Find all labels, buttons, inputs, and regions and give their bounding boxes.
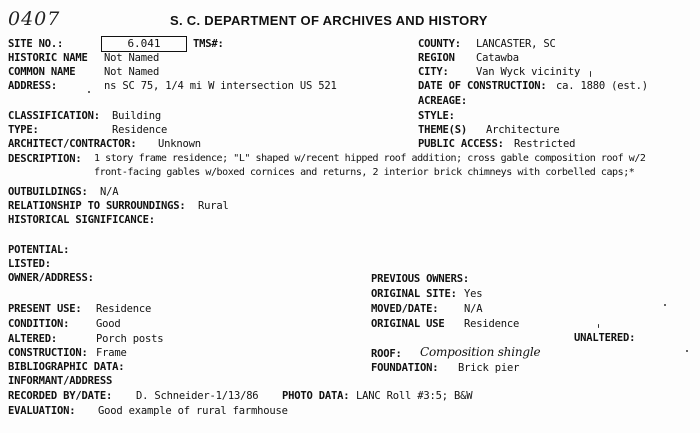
recorded-by-value: D. Schneider-1/13/86 bbox=[136, 390, 259, 402]
moved-date-value: N/A bbox=[464, 303, 483, 315]
informant-address-label: INFORMANT/ADDRESS bbox=[8, 375, 113, 387]
relationship-label: RELATIONSHIP TO SURROUNDINGS: bbox=[8, 200, 186, 212]
unaltered-label: UNALTERED: bbox=[574, 332, 636, 344]
handwritten-card-number: 0407 bbox=[8, 8, 61, 30]
present-use-label: PRESENT USE: bbox=[8, 303, 82, 315]
owner-address-label: OWNER/ADDRESS: bbox=[8, 272, 94, 284]
evaluation-label: EVALUATION: bbox=[8, 405, 76, 417]
scan-speck bbox=[664, 304, 666, 306]
recorded-by-label: RECORDED BY/DATE: bbox=[8, 390, 113, 402]
themes-value: Architecture bbox=[486, 124, 560, 136]
construction-value: Frame bbox=[96, 347, 127, 359]
photo-data-value: LANC Roll #3:5; B&W bbox=[356, 390, 473, 402]
original-site-value: Yes bbox=[464, 288, 483, 300]
address-label: ADDRESS: bbox=[8, 80, 57, 92]
description-line-1: 1 story frame residence; "L" shaped w/recent hipped roof addition; cross gable composition roof w/2 bbox=[94, 153, 646, 164]
present-use-value: Residence bbox=[96, 303, 152, 315]
listed-label: LISTED: bbox=[8, 258, 51, 270]
historic-name-value: Not Named bbox=[104, 52, 160, 64]
roof-label: ROOF: bbox=[371, 348, 402, 360]
original-site-label: ORIGINAL SITE: bbox=[371, 288, 457, 300]
public-access-value: Restricted bbox=[514, 138, 576, 150]
county-label: COUNTY: bbox=[418, 38, 461, 50]
region-value: Catawba bbox=[476, 52, 519, 64]
outbuildings-value: N/A bbox=[100, 186, 119, 198]
address-value: ns SC 75, 1/4 mi W intersection US 521 bbox=[104, 80, 337, 92]
description-label: DESCRIPTION: bbox=[8, 153, 82, 165]
relationship-value: Rural bbox=[198, 200, 229, 212]
condition-value: Good bbox=[96, 318, 121, 330]
city-value: Van Wyck vicinity bbox=[476, 66, 581, 78]
county-value: LANCASTER, SC bbox=[476, 38, 556, 50]
region-label: REGION bbox=[418, 52, 455, 64]
evaluation-value: Good example of rural farmhouse bbox=[98, 405, 288, 417]
outbuildings-label: OUTBUILDINGS: bbox=[8, 186, 88, 198]
photo-data-label: PHOTO DATA: bbox=[282, 390, 350, 402]
potential-label: POTENTIAL: bbox=[8, 244, 70, 256]
condition-label: CONDITION: bbox=[8, 318, 70, 330]
classification-label: CLASSIFICATION: bbox=[8, 110, 100, 122]
type-label: TYPE: bbox=[8, 124, 39, 136]
common-name-value: Not Named bbox=[104, 66, 160, 78]
historical-significance-label: HISTORICAL SIGNIFICANCE: bbox=[8, 214, 155, 226]
foundation-label: FOUNDATION: bbox=[371, 362, 439, 374]
scan-speck bbox=[590, 71, 591, 77]
acreage-label: ACREAGE: bbox=[418, 95, 467, 107]
style-label: STYLE: bbox=[418, 110, 455, 122]
construction-label: CONSTRUCTION: bbox=[8, 347, 88, 359]
architect-label: ARCHITECT/CONTRACTOR: bbox=[8, 138, 137, 150]
previous-owners-label: PREVIOUS OWNERS: bbox=[371, 273, 469, 285]
date-of-construction-label: DATE OF CONSTRUCTION: bbox=[418, 80, 547, 92]
description-line-2: front-facing gables w/boxed cornices and returns, 2 interior brick chimneys with corbelled caps;* bbox=[94, 167, 635, 178]
scan-speck bbox=[598, 324, 599, 328]
architect-value: Unknown bbox=[158, 138, 201, 150]
historic-name-label: HISTORIC NAME bbox=[8, 52, 88, 64]
type-value: Residence bbox=[112, 124, 168, 136]
scan-speck bbox=[686, 350, 688, 352]
scan-speck bbox=[88, 91, 90, 93]
date-of-construction-value: ca. 1880 (est.) bbox=[556, 80, 648, 92]
city-label: CITY: bbox=[418, 66, 449, 78]
classification-value: Building bbox=[112, 110, 161, 122]
moved-date-label: MOVED/DATE: bbox=[371, 303, 439, 315]
public-access-label: PUBLIC ACCESS: bbox=[418, 138, 504, 150]
bibliographic-data-label: BIBLIOGRAPHIC DATA: bbox=[8, 361, 125, 373]
page-title: S. C. DEPARTMENT OF ARCHIVES AND HISTORY bbox=[170, 13, 488, 28]
original-use-value: Residence bbox=[464, 318, 520, 330]
altered-label: ALTERED: bbox=[8, 333, 57, 345]
site-no-label: SITE NO.: bbox=[8, 38, 64, 50]
altered-value: Porch posts bbox=[96, 333, 164, 345]
foundation-value: Brick pier bbox=[458, 362, 520, 374]
roof-value: Composition shingle bbox=[420, 345, 541, 359]
common-name-label: COMMON NAME bbox=[8, 66, 76, 78]
site-no-value: 6.041 bbox=[101, 36, 187, 52]
themes-label: THEME(S) bbox=[418, 124, 467, 136]
tms-label: TMS#: bbox=[193, 38, 224, 50]
original-use-label: ORIGINAL USE bbox=[371, 318, 445, 330]
